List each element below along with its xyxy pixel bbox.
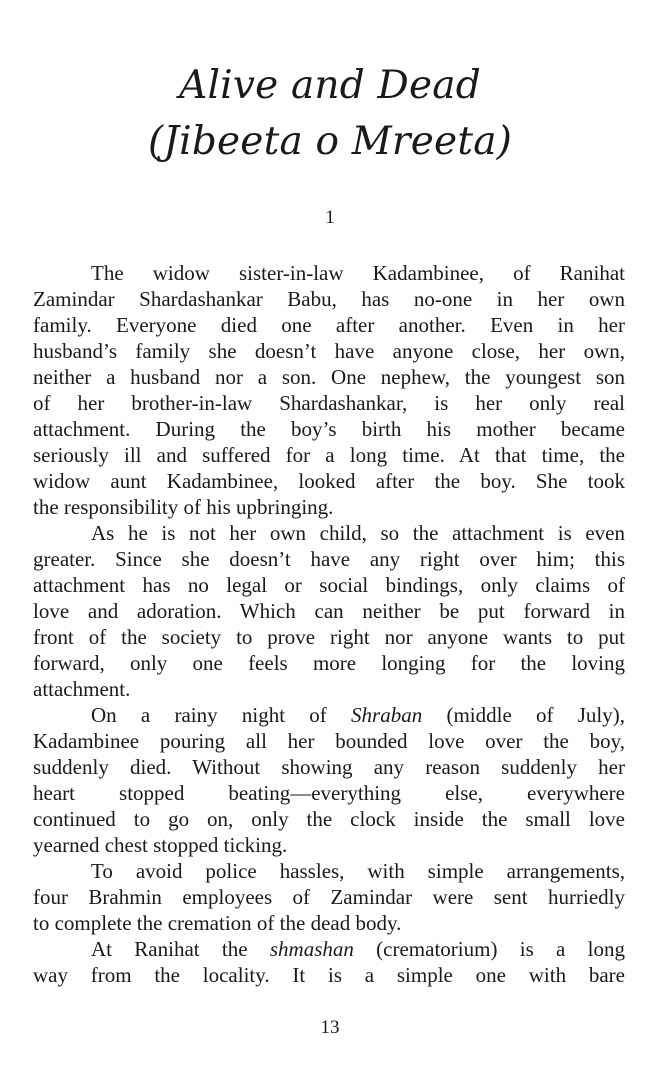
text-line: way from the locality. It is a simple one with bare — [33, 963, 625, 987]
italic-term: Shraban — [351, 703, 423, 727]
text-line: husband’s family she doesn’t have anyone close, her own, — [33, 339, 625, 363]
text-line: To avoid police hassles, with simple arrangements, — [91, 859, 625, 883]
text-line: Kadambinee pouring all her bounded love over the boy, — [33, 729, 625, 753]
body-text — [33, 260, 625, 988]
text-line: attachment has no legal or social bindings, only claims of — [33, 573, 625, 597]
text-line: the responsibility of his upbringing. — [33, 495, 334, 519]
text-line: The widow sister-in-law Kadambinee, of Ranihat — [91, 261, 625, 285]
chapter-title — [0, 58, 660, 170]
text-line: attachment. — [33, 677, 131, 701]
text-segment: (middle of July), — [422, 703, 626, 727]
chapter-title-line-1: Alive and Dead — [179, 63, 481, 108]
text-line: to complete the cremation of the dead body. — [33, 911, 402, 935]
text-line: suddenly died. Without showing any reason suddenly her — [33, 755, 625, 779]
text-line: of her brother-in-law Shardashankar, is her only real — [33, 391, 625, 415]
text-line: Zamindar Shardashankar Babu, has no-one in her own — [33, 287, 625, 311]
text-line: greater. Since she doesn’t have any right over him; this — [33, 547, 625, 571]
text-line: seriously ill and suffered for a long time. At that time, the — [33, 443, 625, 467]
text-line: widow aunt Kadambinee, looked after the boy. She took — [33, 469, 625, 493]
text-line — [33, 702, 625, 728]
text-line: family. Everyone died one after another. Even in her — [33, 313, 625, 337]
text-line — [33, 936, 625, 962]
text-line: As he is not her own child, so the attachment is even — [91, 521, 625, 545]
text-line: love and adoration. Which can neither be put forward in — [33, 599, 625, 623]
italic-term: shmashan — [269, 937, 354, 961]
text-line: yearned chest stopped ticking. — [33, 833, 288, 857]
text-segment: At Ranihat the — [91, 937, 270, 961]
chapter-title-line-2: (Jibeeta o Mreeta) — [147, 119, 513, 164]
text-line: heart stopped beating—everything else, everywhere — [33, 781, 625, 805]
text-line: neither a husband nor a son. One nephew, the youngest son — [33, 365, 625, 389]
page-number: 13 — [320, 1017, 340, 1038]
text-line: four Brahmin employees of Zamindar were sent hurriedly — [33, 885, 625, 909]
chapter-number: 1 — [325, 207, 335, 228]
text-segment: (crematorium) is a long — [353, 937, 625, 961]
text-line: front of the society to prove right nor anyone wants to put — [33, 625, 625, 649]
text-line: continued to go on, only the clock inside the small love — [33, 807, 625, 831]
text-segment: On a rainy night of — [91, 703, 352, 727]
text-line: forward, only one feels more longing for the loving — [33, 651, 625, 675]
text-line: attachment. During the boy’s birth his mother became — [33, 417, 625, 441]
